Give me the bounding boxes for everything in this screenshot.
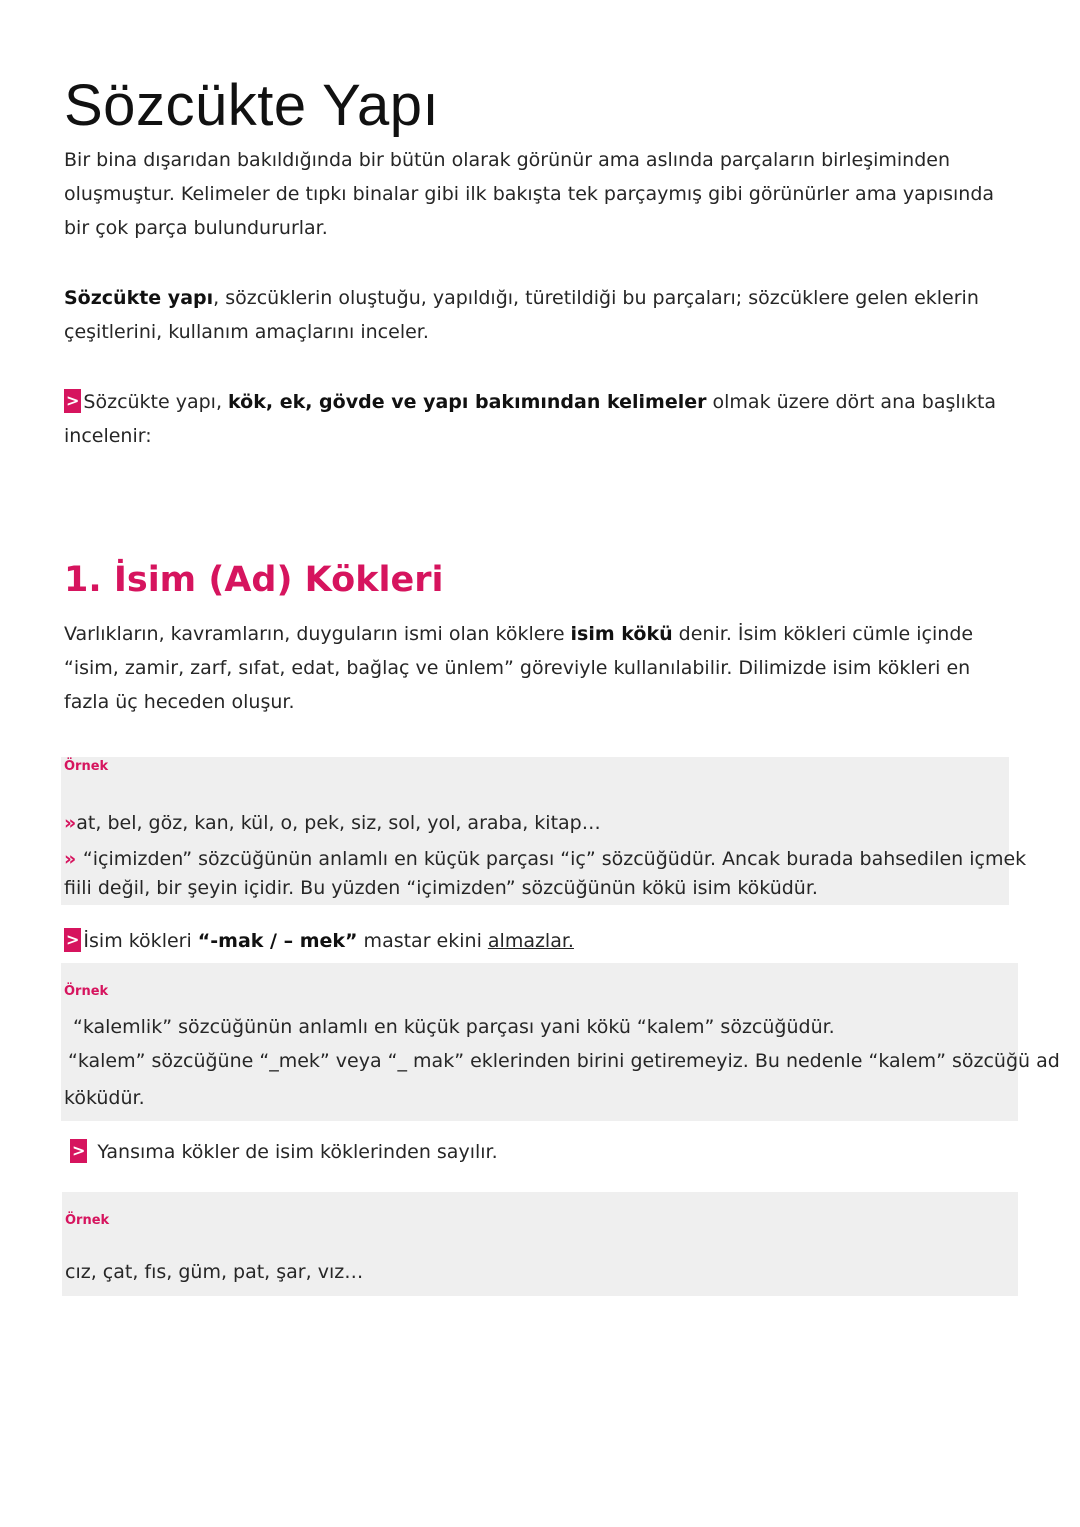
example-line: cız, çat, fıs, güm, pat, şar, vız… bbox=[65, 1261, 364, 1283]
double-chevron-icon: » bbox=[64, 812, 77, 834]
isim-koku-paragraph bbox=[64, 617, 1014, 719]
mastar-note-bold: “-mak / – mek” bbox=[197, 930, 358, 952]
mastar-note-underlined: almazlar. bbox=[487, 930, 574, 952]
headings-note bbox=[64, 385, 1014, 453]
example-box-2 bbox=[61, 963, 1060, 1121]
example-line bbox=[64, 845, 1027, 874]
double-chevron-icon: » bbox=[64, 848, 83, 870]
mastar-note-text-middle: mastar ekini bbox=[357, 930, 488, 952]
example-label: Örnek bbox=[64, 984, 109, 999]
example-label: Örnek bbox=[64, 759, 109, 774]
isim-koku-term: isim kökü bbox=[570, 623, 673, 645]
headings-note-text-end: olmak üzere dört ana başlıkta incelenir: bbox=[64, 391, 997, 447]
mastar-note bbox=[64, 924, 1014, 958]
isim-koku-text: Varlıkların, kavramların, duyguların ismi olan köklere bbox=[64, 623, 571, 645]
mastar-note-text: İsim kökleri bbox=[83, 930, 198, 952]
pointer-marker-icon: > bbox=[64, 928, 81, 952]
definition-term: Sözcükte yapı bbox=[64, 287, 214, 309]
pointer-marker-icon: > bbox=[64, 389, 81, 413]
intro-paragraph: Bir bina dışarıdan bakıldığında bir bütün olarak görünür ama aslında parçaların birleşiminden oluşmuştur. Kelimeler de tıpkı binalar gibi ilk bakışta tek parçaymış gibi görünürler ama yapısında bir çok parça bulundururlar. bbox=[64, 149, 995, 239]
definition-text: , sözcüklerin oluştuğu, yapıldığı, türetildiği bu parçaları; sözcüklere gelen eklerin çeşitlerini, kullanım amaçlarını inceler. bbox=[64, 287, 979, 343]
yansima-note bbox=[70, 1135, 1020, 1169]
page-title: Sözcükte Yapı bbox=[64, 73, 440, 138]
isim-koku-text-end: denir. İsim kökleri cümle içinde “isim, zamir, zarf, sıfat, edat, bağlaç ve ünlem” göreviyle kullanılabilir. Dilimizde isim kökleri en fazla üç heceden oluşur. bbox=[64, 623, 974, 713]
yansima-note-text: Yansıma kökler de isim köklerinden sayılır. bbox=[97, 1141, 498, 1163]
example-text: “içimizden” sözcüğünün anlamlı en küçük parçası “iç” sözcüğüdür. Ancak burada bahsedilen içmek bbox=[82, 848, 1027, 870]
example-text: at, bel, göz, kan, kül, o, pek, siz, sol, yol, araba, kitap… bbox=[76, 812, 601, 834]
example-line: “kalem” sözcüğüne “_mek” veya “_ mak” eklerinden birini getiremeyiz. Bu nedenle “kalem” sözcüğü ad bbox=[68, 1050, 1060, 1072]
example-line: köküdür. bbox=[64, 1087, 145, 1109]
example-line: fiili değil, bir şeyin içidir. Bu yüzden “içimizden” sözcüğünün kökü isim köküdür. bbox=[64, 877, 818, 899]
example-line: “kalemlik” sözcüğünün anlamlı en küçük parçası yani kökü “kalem” sözcüğüdür. bbox=[73, 1016, 835, 1038]
headings-note-text: Sözcükte yapı, bbox=[83, 391, 229, 413]
pointer-marker-icon: > bbox=[70, 1139, 87, 1163]
example-label: Örnek bbox=[65, 1213, 110, 1228]
example-box-3 bbox=[62, 1192, 1018, 1296]
definition-paragraph bbox=[64, 281, 1014, 349]
section-heading-isim-kokleri: 1. İsim (Ad) Kökleri bbox=[64, 560, 444, 600]
example-box-1 bbox=[61, 757, 1027, 905]
example-line bbox=[64, 809, 1001, 838]
headings-note-bold: kök, ek, gövde ve yapı bakımından kelimeler bbox=[228, 391, 707, 413]
